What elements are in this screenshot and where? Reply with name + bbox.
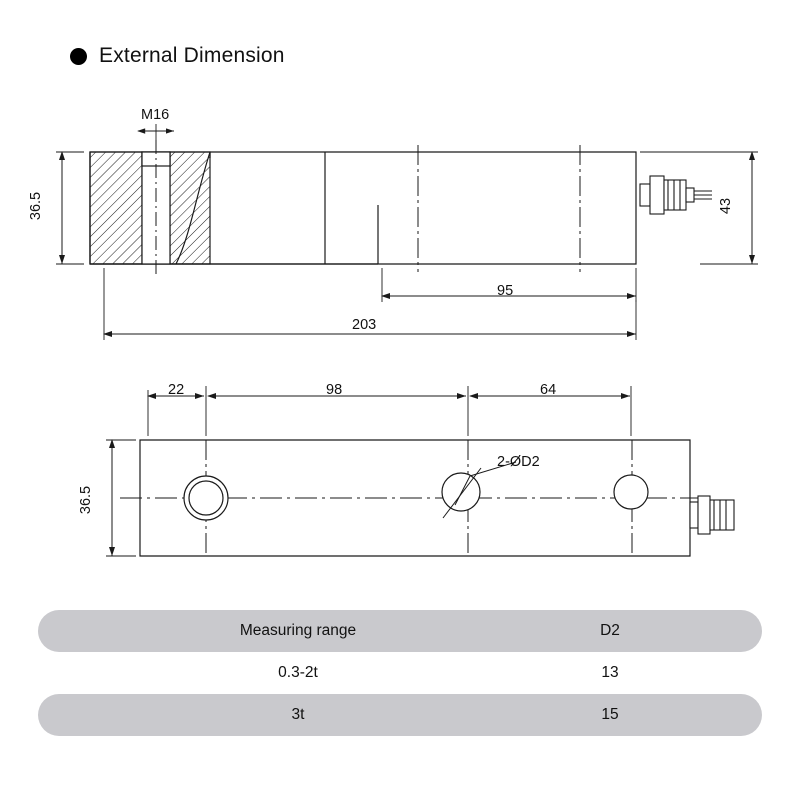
table-cell-d2: 15 bbox=[601, 706, 619, 723]
table-header-measuring-range: Measuring range bbox=[239, 622, 357, 639]
label-dim-95: 95 bbox=[497, 283, 514, 299]
label-thread-m16: M16 bbox=[141, 107, 170, 123]
table-cell-range: 3t bbox=[291, 706, 305, 723]
label-dim-64: 64 bbox=[540, 382, 557, 398]
label-holes-d2: 2-ØD2 bbox=[497, 454, 540, 470]
table-row bbox=[38, 694, 762, 736]
label-plan-width: 36.5 bbox=[78, 485, 95, 515]
label-height-left: 36.5 bbox=[28, 191, 45, 221]
label-height-right: 43 bbox=[718, 197, 735, 215]
table-header-row bbox=[38, 610, 762, 652]
spec-table bbox=[38, 610, 762, 736]
table-cell-range: 0.3-2t bbox=[278, 664, 318, 681]
page-title-text: External Dimension bbox=[99, 44, 285, 67]
label-dim-203: 203 bbox=[352, 317, 377, 333]
table-cell-d2: 13 bbox=[601, 664, 619, 681]
table-row bbox=[38, 652, 762, 694]
label-dim-98: 98 bbox=[326, 382, 343, 398]
label-dim-22: 22 bbox=[168, 382, 185, 398]
table-header-d2: D2 bbox=[600, 622, 620, 639]
